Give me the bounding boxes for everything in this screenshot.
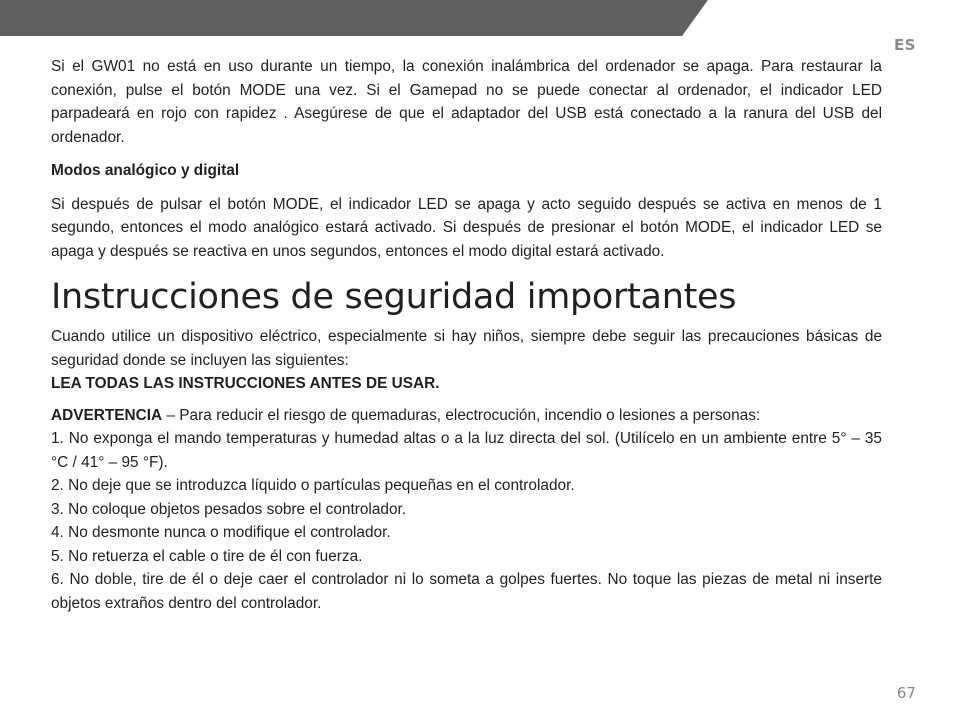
safety-item-6: 6. No doble, tire de él o deje caer el controlador ni lo someta a golpes fuertes. No toque las piezas de metal ni inserte objetos extraños dentro del controlador. (51, 571, 882, 612)
paragraph-modes: Si después de pulsar el botón MODE, el indicador LED se apaga y acto seguido después se activa en menos de 1 segundo, entonces el modo analógico estará activado. Si después de presionar el botón MODE, el indicador LED se apaga y después se reactiva en unos segundos, entonces el modo digital estará activado. (51, 195, 882, 260)
page-content (51, 55, 882, 615)
paragraph-connection: Si el GW01 no está en uso durante un tiempo, la conexión inalámbrica del ordenador se apaga. Para restaurar la conexión, pulse el botón MODE una vez. Si el Gamepad no se puede conectar al ordenador, el indicador LED parpadeará en rojo con rapidez . Asegúrese de que el adaptador del USB está conectado a la ranura del USB del ordenador. (51, 58, 882, 146)
safety-title: Instrucciones de seguridad importantes (51, 277, 737, 317)
read-all-instructions: LEA TODAS LAS INSTRUCCIONES ANTES DE USAR. (51, 375, 440, 392)
safety-item-4: 4. No desmonte nunca o modifique el controlador. (51, 524, 391, 541)
subheading-modes: Modos analógico y digital (51, 162, 240, 179)
header-band (0, 0, 954, 36)
language-code: ES (893, 36, 916, 54)
safety-item-2: 2. No deje que se introduzca líquido o partículas pequeñas en el controlador. (51, 477, 575, 494)
safety-item-1: 1. No exponga el mando temperaturas y humedad altas o a la luz directa del sol. (Utilícelo en un ambiente entre 5° – 35 °C / 41° – 95 °F). (51, 430, 882, 471)
warning-paragraph (51, 404, 882, 428)
header-band-shape (0, 0, 954, 36)
warning-text: – Para reducir el riesgo de quemaduras, electrocución, incendio o lesiones a personas: (162, 406, 761, 424)
warning-label: ADVERTENCIA (51, 406, 163, 424)
safety-item-5: 5. No retuerza el cable o tire de él con fuerza. (51, 547, 363, 565)
safety-item-3: 3. No coloque objetos pesados sobre el controlador. (51, 500, 407, 518)
page-number: 67 (896, 684, 916, 702)
safety-intro: Cuando utilice un dispositivo eléctrico, especialmente si hay niños, siempre debe seguir las precauciones básicas de seguridad donde se incluyen las siguientes: (51, 328, 882, 369)
